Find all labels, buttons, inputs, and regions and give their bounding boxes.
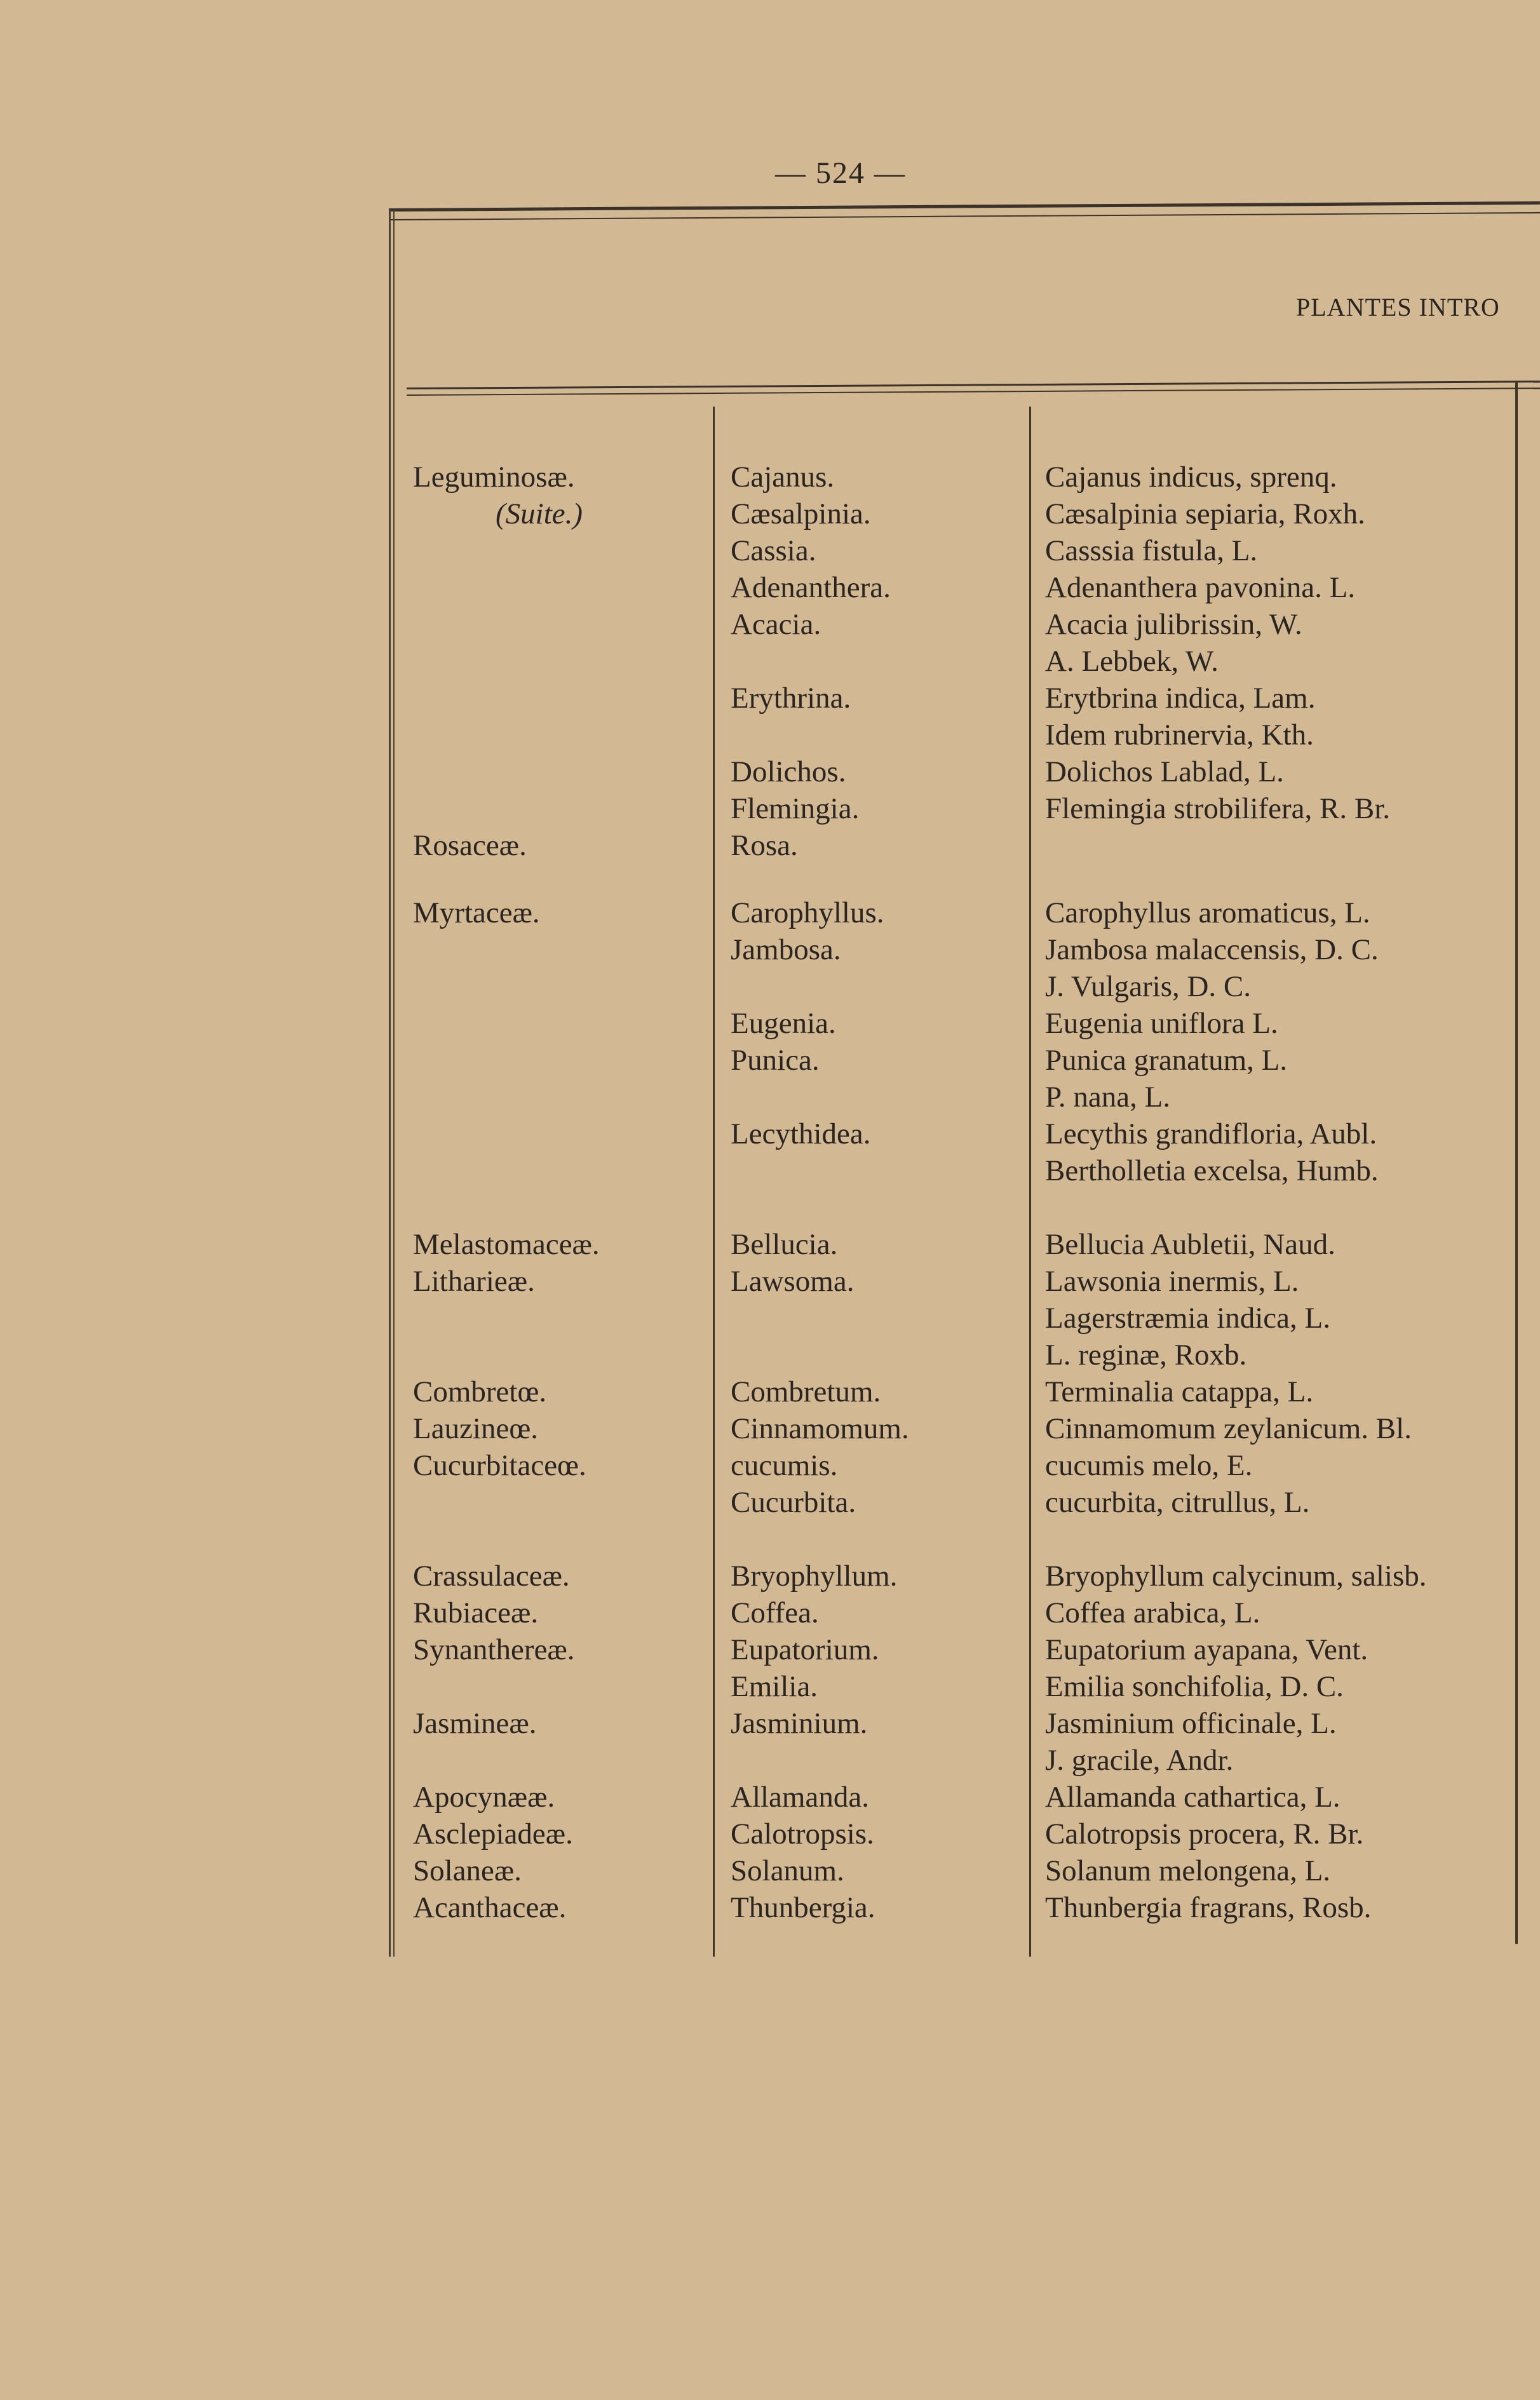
column-separator-family-genus	[713, 407, 715, 1957]
row-genus: Erythrina.	[731, 682, 851, 715]
row-genus: Thunbergia.	[731, 1891, 875, 1924]
left-frame-rule	[389, 210, 396, 1957]
row-genus: Cæsalpinia.	[731, 497, 871, 530]
row-species: Flemingia strobilifera, R. Br.	[1045, 792, 1391, 825]
row-species: Cinnamomum zeylanicum. Bl.	[1045, 1412, 1412, 1445]
row-genus: Allamanda.	[731, 1781, 869, 1814]
row-family: Synanthereæ.	[413, 1633, 575, 1666]
row-genus: Cinnamomum.	[731, 1412, 909, 1445]
row-genus: Jambosa.	[731, 933, 841, 966]
row-species: Eupatorium ayapana, Vent.	[1045, 1633, 1368, 1666]
row-species: P. nana, L.	[1045, 1081, 1171, 1114]
row-species: Lecythis grandifloria, Aubl.	[1045, 1117, 1377, 1150]
row-genus: Jasminium.	[731, 1707, 868, 1740]
row-species: Calotropsis procera, R. Br.	[1045, 1817, 1364, 1851]
row-species: Adenanthera pavonina. L.	[1045, 571, 1356, 604]
running-head: PLANTES INTRO	[1296, 293, 1500, 321]
row-family: Apocynææ.	[413, 1781, 555, 1814]
row-species: Dolichos Lablad, L.	[1045, 755, 1284, 788]
row-family: Myrtaceæ.	[413, 896, 540, 929]
row-genus: Calotropsis.	[731, 1817, 874, 1851]
row-species: Idem rubrinervia, Kth.	[1045, 718, 1314, 752]
row-species: Bertholletia excelsa, Humb.	[1045, 1154, 1379, 1187]
row-family: Solaneæ.	[413, 1854, 522, 1887]
row-genus: Lecythidea.	[731, 1117, 871, 1150]
row-family: Leguminosæ.	[413, 461, 575, 494]
row-family: Asclepiadeæ.	[413, 1817, 573, 1851]
row-family: Crassulaceæ.	[413, 1560, 570, 1593]
row-species: Lagerstræmia indica, L.	[1045, 1302, 1330, 1335]
row-species: Thunbergia fragrans, Rosb.	[1045, 1891, 1372, 1924]
row-species: Jasminium officinale, L.	[1045, 1707, 1337, 1740]
row-family: Cucurbitaceœ.	[413, 1449, 586, 1482]
row-species: Cæsalpinia sepiaria, Roxh.	[1045, 497, 1365, 530]
row-genus: Cucurbita.	[731, 1486, 856, 1519]
row-species: Punica granatum, L.	[1045, 1044, 1288, 1077]
row-genus: Cajanus.	[731, 461, 835, 494]
row-species: cucumis melo, E.	[1045, 1449, 1253, 1482]
row-genus: Lawsoma.	[731, 1265, 854, 1298]
row-genus: Cassia.	[731, 534, 816, 567]
row-family: Acanthaceæ.	[413, 1891, 567, 1924]
row-genus: Eupatorium.	[731, 1633, 879, 1666]
row-genus: cucumis.	[731, 1449, 838, 1482]
row-genus: Rosa.	[731, 829, 798, 862]
row-genus: Emilia.	[731, 1670, 818, 1703]
row-genus: Flemingia.	[731, 792, 860, 825]
row-family: Litharieæ.	[413, 1265, 535, 1298]
row-species: Coffea arabica, L.	[1045, 1596, 1260, 1629]
row-genus: Combretum.	[731, 1375, 881, 1408]
row-species: J. Vulgaris, D. C.	[1045, 970, 1252, 1003]
row-species: Jambosa malaccensis, D. C.	[1045, 933, 1379, 966]
row-family: Jasmineæ.	[413, 1707, 537, 1740]
row-species: Eugenia uniflora L.	[1045, 1007, 1278, 1040]
row-species: J. gracile, Andr.	[1045, 1744, 1234, 1777]
row-family: Melastomaceæ.	[413, 1228, 600, 1261]
row-species: Carophyllus aromaticus, L.	[1045, 896, 1370, 929]
row-genus: Solanum.	[731, 1854, 844, 1887]
right-border-rule	[1515, 381, 1518, 1944]
page-number: — 524 —	[775, 156, 906, 190]
row-species: Allamanda cathartica, L.	[1045, 1781, 1341, 1814]
row-species: Lawsonia inermis, L.	[1045, 1265, 1299, 1298]
row-species: Emilia sonchifolia, D. C.	[1045, 1670, 1344, 1703]
row-genus: Carophyllus.	[731, 896, 884, 929]
row-species: Cajanus indicus, sprenq.	[1045, 461, 1337, 494]
row-genus: Eugenia.	[731, 1007, 836, 1040]
row-species: Erytbrina indica, Lam.	[1045, 682, 1316, 715]
row-genus: Adenanthera.	[731, 571, 891, 604]
row-species: A. Lebbek, W.	[1045, 645, 1219, 678]
row-species: Terminalia catappa, L.	[1045, 1375, 1314, 1408]
row-species: Solanum melongena, L.	[1045, 1854, 1331, 1887]
row-genus: Punica.	[731, 1044, 820, 1077]
row-family: Rubiaceæ.	[413, 1596, 539, 1629]
header-double-rule	[407, 381, 1540, 396]
row-species: Casssia fistula, L.	[1045, 534, 1258, 567]
row-genus: Bryophyllum.	[731, 1560, 898, 1593]
row-genus: Bellucia.	[731, 1228, 838, 1261]
row-species: Bellucia Aubletii, Naud.	[1045, 1228, 1335, 1261]
row-family: Lauzineœ.	[413, 1412, 539, 1445]
row-family: (Suite.)	[496, 497, 583, 530]
top-double-rule	[389, 201, 1540, 220]
row-genus: Dolichos.	[731, 755, 846, 788]
row-species: cucurbita, citrullus, L.	[1045, 1486, 1310, 1519]
row-species: Acacia julibrissin, W.	[1045, 608, 1302, 641]
row-species: L. reginæ, Roxb.	[1045, 1338, 1247, 1372]
column-separator-genus-species	[1029, 407, 1031, 1957]
row-species: Bryophyllum calycinum, salisb.	[1045, 1560, 1427, 1593]
row-family: Rosaceæ.	[413, 829, 527, 862]
row-genus: Coffea.	[731, 1596, 819, 1629]
row-genus: Acacia.	[731, 608, 821, 641]
row-family: Combretœ.	[413, 1375, 547, 1408]
